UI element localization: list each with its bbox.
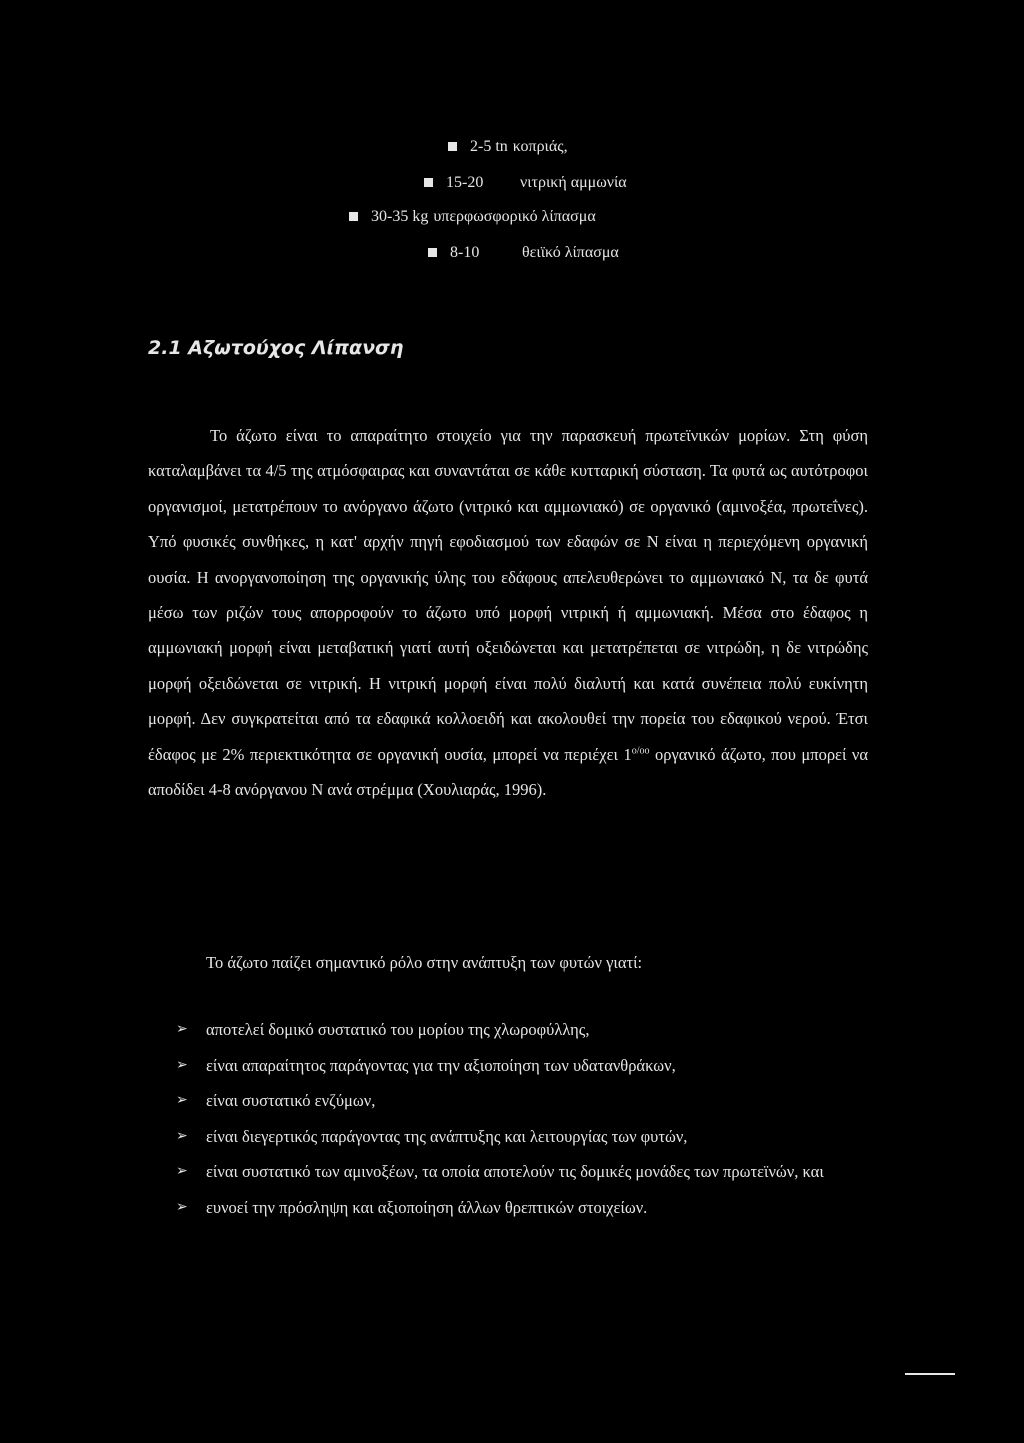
arrow-bullet-icon: ➢: [176, 1198, 188, 1215]
arrow-bullet-icon: ➢: [176, 1127, 188, 1144]
quantity-description: υπερφωσφορικό λίπασμα: [433, 208, 596, 225]
list-item: ➢ είναι διεγερτικός παράγοντας της ανάπτυξης και λειτουργίας των φυτών,: [148, 1119, 868, 1155]
section-heading: 2.1 Αζωτούχος Λίπανση: [148, 337, 404, 359]
per-mille-superscript: o/oo: [631, 745, 650, 757]
bullet-square-icon: [424, 178, 433, 187]
list-item: ➢ αποτελεί δομικό συστατικό του μορίου της χλωροφύλλης,: [148, 1012, 868, 1048]
quantity-item: [349, 207, 596, 227]
quantity-item: [424, 173, 627, 193]
list-item: ➢ είναι συστατικό ενζύμων,: [148, 1083, 868, 1119]
arrow-bullet-icon: ➢: [176, 1021, 188, 1037]
bullet-square-icon: [349, 212, 358, 221]
list-item: ➢ ευνοεί την πρόσληψη και αξιοποίηση άλλων θρεπτικών στοιχείων.: [148, 1190, 868, 1226]
quantity-amount: 30-35 kg: [371, 208, 429, 225]
list-intro: Το άζωτο παίζει σημαντικό ρόλο στην ανάπτυξη των φυτών γιατί:: [206, 953, 643, 972]
quantity-amount: 15-20: [446, 174, 484, 191]
paragraph-text: Το άζωτο είναι το απαραίτητο στοιχείο για την παρασκευή πρωτεϊνικών μορίων. Στη φύση καταλαμβάνει τα 4/5 της ατμόσφαιρας και συναντάται σε κάθε κυτταρική σύσταση. Τα φυτά ως αυτότροφοι οργανισμοί, μετατρέπουν το ανόργανο άζωτο (νιτρικό και αμμωνιακό) σε οργανικό (αμινοξέα, πρωτεΐνες). Υπό φυσικές συνθήκες, η κατ' αρχήν πηγή εφοδιασμού των εδαφών σε Ν είναι η περιεχόμενη οργανική ουσία. Η ανοργανοποίηση της οργανικής ύλης του εδάφους απελευθερώνει το αμμωνιακό Ν, τα δε φυτά μέσω των ριζών τους απορροφούν το άζωτο υπό μορφή νιτρική ή αμμωνιακή. Μέσα στο έδαφος η αμμωνιακή μορφή είναι μεταβατική γιατί αυτή οξειδώνεται και μετατρέπεται σε νιτρώδη, η δε νιτρώδης μορφή οξειδώνεται σε νιτρική. Η νιτρική μορφή είναι πολύ διαλυτή και κατά συνέπεια πολύ ευκίνητη μορφή. Δεν συγκρατείται από τα εδαφικά κολλοειδή και ακολουθεί την πορεία του εδαφικού νερού. Έτσι έδαφος με 2% περιεκτικότητα σε οργανική ουσία, μπορεί να περιέχει 1: [148, 426, 868, 764]
footer-divider: [905, 1373, 955, 1375]
list-item: ➢ είναι συστατικό των αμινοξέων, τα οποία αποτελούν τις δομικές μονάδες των πρωτεϊνών, και: [148, 1154, 868, 1190]
list-item: ➢ είναι απαραίτητος παράγοντας για την αξιοποίηση των υδατανθράκων,: [148, 1048, 868, 1084]
quantity-description: θειϊκό λίπασμα: [522, 244, 619, 261]
paragraph-text-end: οργανικό άζωτο, που μπορεί να αποδίδει 4-8 ανόργανου Ν ανά στρέμμα (Χουλιαράς, 1996).: [148, 744, 869, 800]
quantity-description: κοπριάς,: [512, 138, 568, 155]
bullet-square-icon: [448, 142, 457, 151]
arrow-bullet-icon: ➢: [176, 1056, 188, 1073]
quantity-amount: 2-5 tn: [470, 138, 508, 155]
bullet-square-icon: [428, 248, 437, 257]
quantity-amount: 8-10: [450, 244, 480, 261]
arrow-bullet-icon: ➢: [176, 1092, 188, 1108]
body-paragraph: [148, 418, 868, 807]
nitrogen-role-list: [148, 1012, 868, 1225]
quantity-item: [448, 137, 568, 157]
quantity-description: νιτρική αμμωνία: [520, 174, 627, 191]
arrow-bullet-icon: ➢: [176, 1163, 188, 1179]
quantity-item: [428, 243, 619, 263]
